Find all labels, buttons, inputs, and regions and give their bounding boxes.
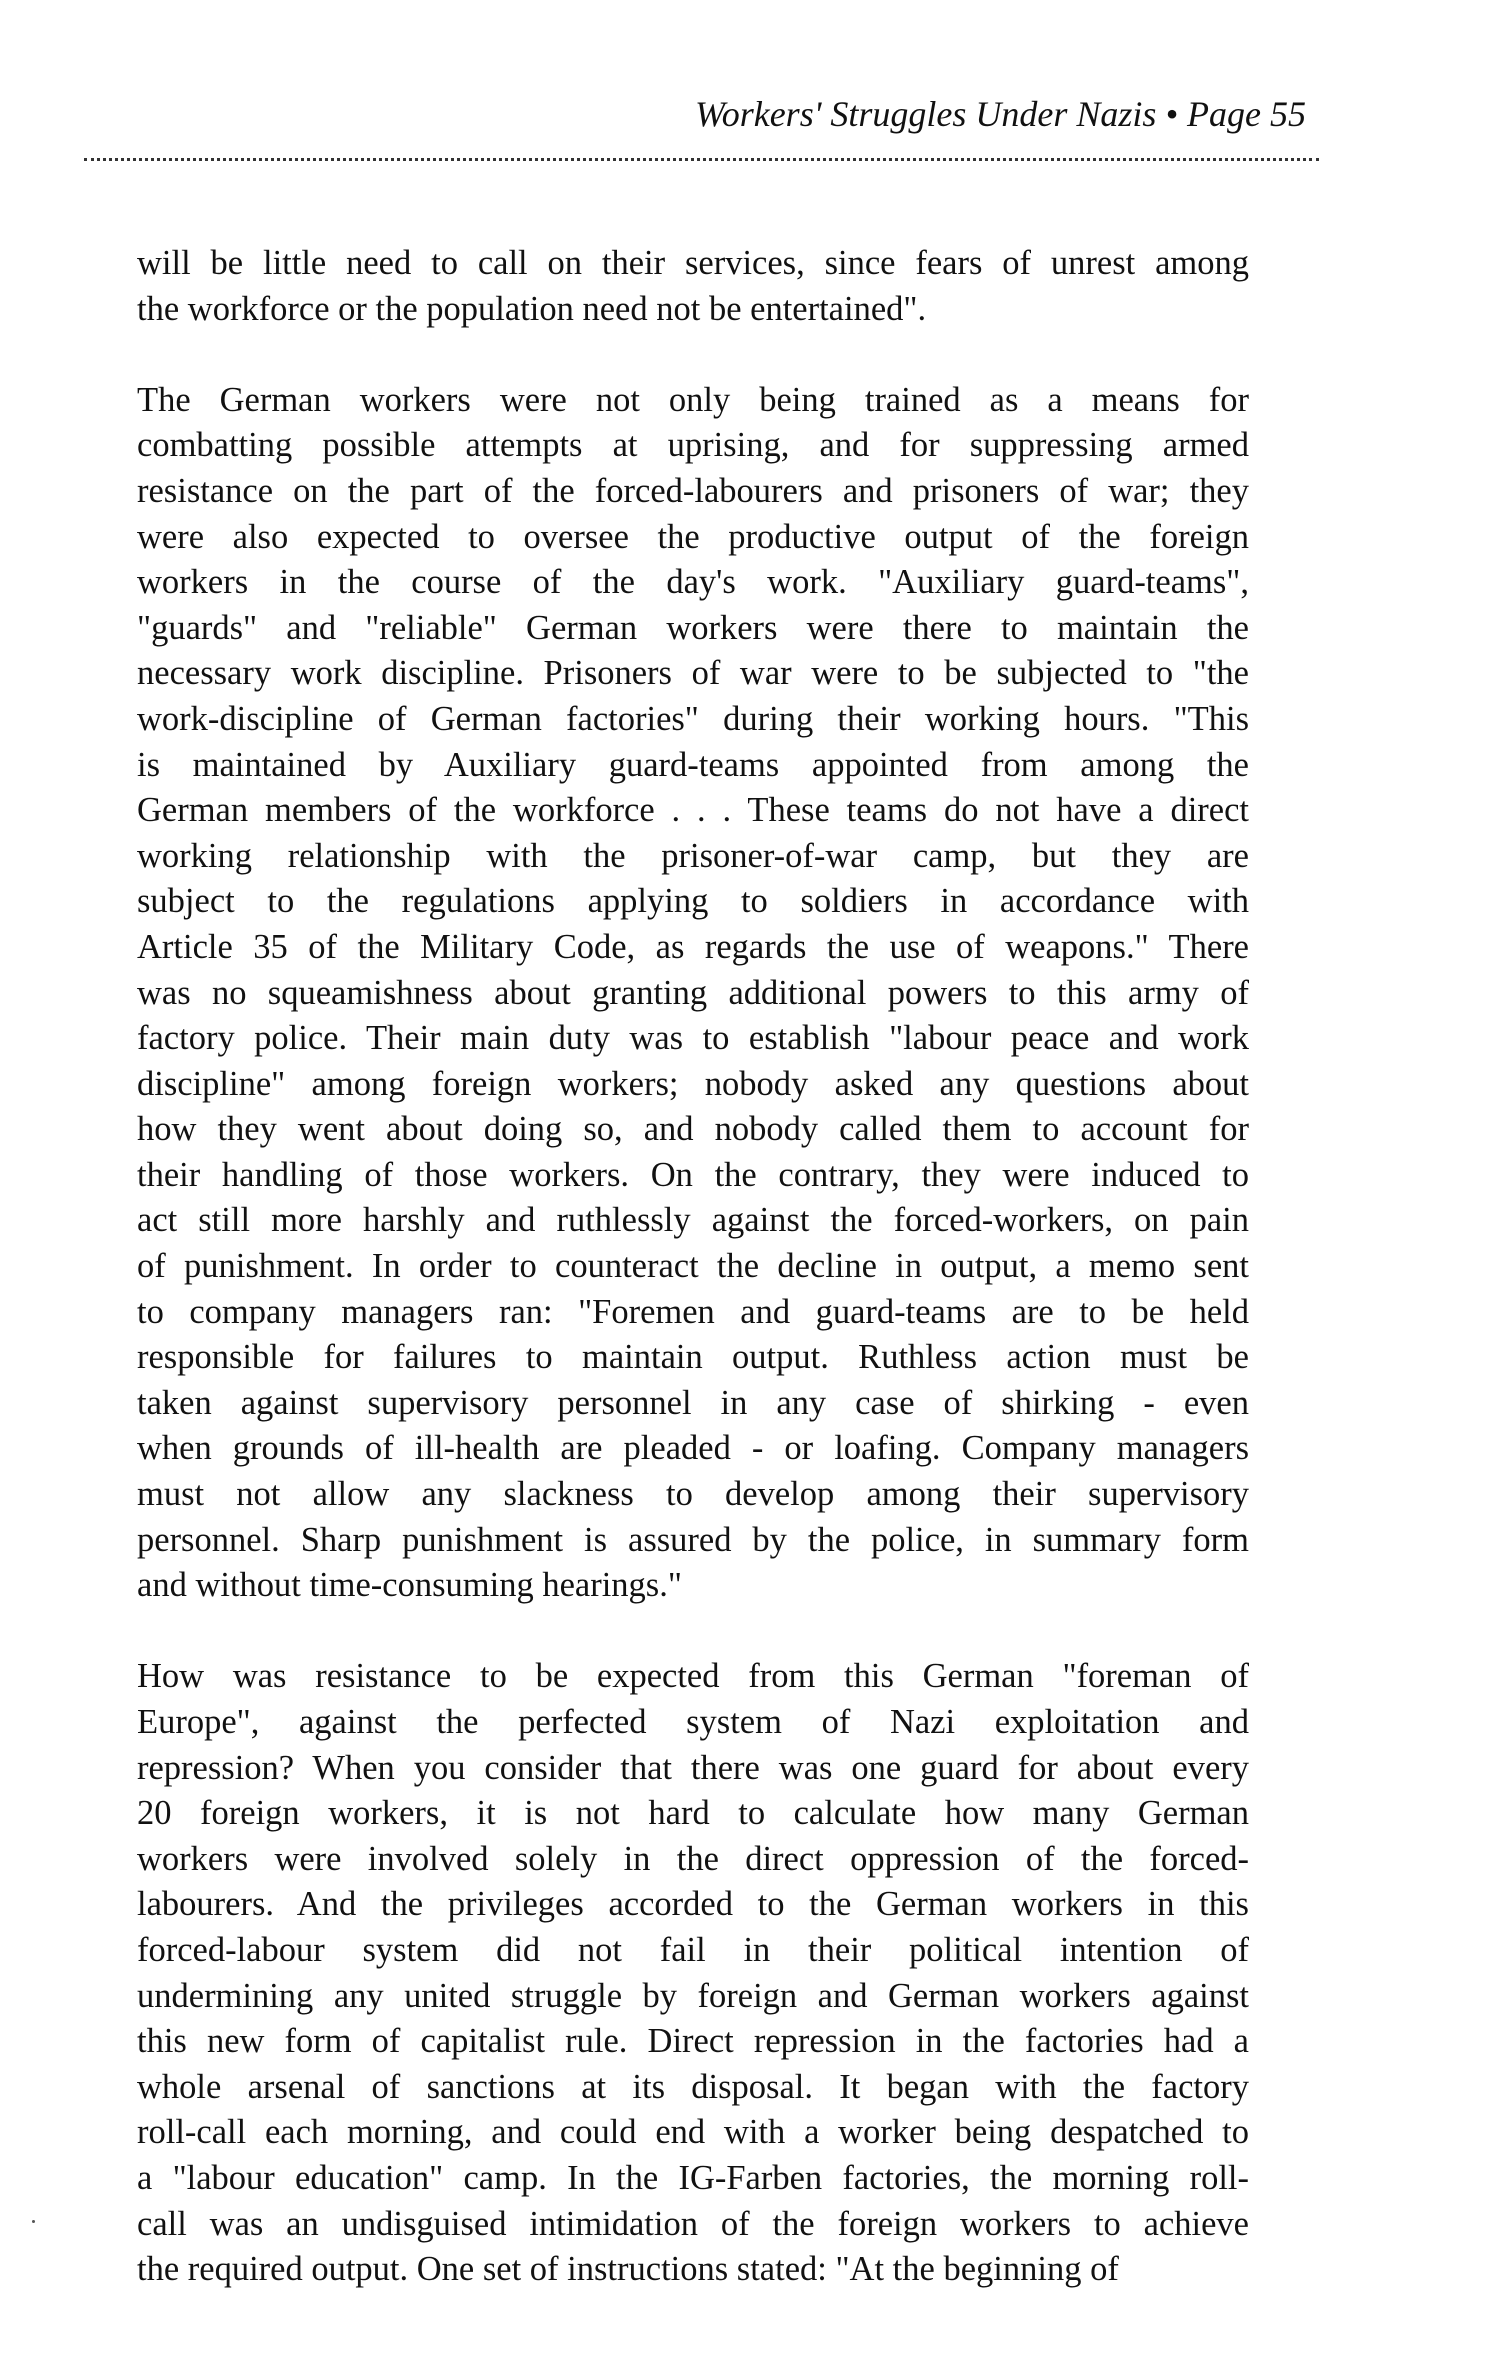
text-line: a "labour education" camp. In the IG-Farben factories, the morning roll- — [137, 2158, 1249, 2197]
text-line: their handling of those workers. On the contrary, they were induced to — [137, 1155, 1249, 1194]
dotted-divider — [84, 158, 1319, 161]
text-line: of punishment. In order to counteract the decline in output, a memo sent — [137, 1247, 1249, 1286]
text-line: must not allow any slackness to develop among their supervisory — [137, 1475, 1249, 1514]
text-line: workers were involved solely in the direct oppression of the forced- — [137, 1839, 1249, 1878]
body-text — [137, 241, 1249, 2293]
text-line: repression? When you consider that there was one guard for about every — [137, 1748, 1249, 1787]
text-line: act still more harshly and ruthlessly against the forced-workers, on pain — [137, 1201, 1249, 1240]
text-line: "guards" and "reliable" German workers were there to maintain the — [137, 608, 1249, 647]
text-line: forced-labour system did not fail in their political intention of — [137, 1930, 1249, 1969]
text-line: How was resistance to be expected from this German "foreman of — [137, 1657, 1249, 1696]
text-line: workers in the course of the day's work. "Auxiliary guard-teams", — [137, 563, 1249, 602]
text-line: was no squeamishness about granting additional powers to this army of — [137, 973, 1249, 1012]
text-line: when grounds of ill-health are pleaded - or loafing. Company managers — [137, 1429, 1249, 1468]
text-line: subject to the regulations applying to soldiers in accordance with — [137, 882, 1249, 921]
text-line: factory police. Their main duty was to establish "labour peace and work — [137, 1019, 1249, 1058]
text-line: German members of the workforce . . . These teams do not have a direct — [137, 791, 1249, 830]
text-line: undermining any united struggle by foreign and German workers against — [137, 1976, 1249, 2015]
text-line: is maintained by Auxiliary guard-teams appointed from among the — [137, 745, 1249, 784]
text-line: roll-call each morning, and could end with a worker being despatched to — [137, 2113, 1249, 2152]
text-line: the required output. One set of instructions stated: "At the beginning of — [137, 2250, 1119, 2289]
text-line: Article 35 of the Military Code, as regards the use of weapons." There — [137, 927, 1249, 966]
text-line: responsible for failures to maintain output. Ruthless action must be — [137, 1338, 1249, 1377]
paragraph — [137, 1654, 1249, 2292]
text-line: combatting possible attempts at uprising, and for suppressing armed — [137, 426, 1249, 465]
text-line: were also expected to oversee the productive output of the foreign — [137, 517, 1249, 556]
text-line: resistance on the part of the forced-labourers and prisoners of war; they — [137, 471, 1249, 510]
text-line: discipline" among foreign workers; nobody asked any questions about — [137, 1064, 1249, 1103]
text-line: call was an undisguised intimidation of the foreign workers to achieve — [137, 2204, 1249, 2243]
paragraph — [137, 241, 1249, 332]
text-line: necessary work discipline. Prisoners of war were to be subjected to "the — [137, 654, 1249, 693]
text-line: 20 foreign workers, it is not hard to calculate how many German — [137, 1794, 1249, 1833]
text-line: The German workers were not only being trained as a means for — [137, 380, 1249, 419]
text-line: labourers. And the privileges accorded to the German workers in this — [137, 1885, 1249, 1924]
text-line: this new form of capitalist rule. Direct repression in the factories had a — [137, 2022, 1249, 2061]
text-line: taken against supervisory personnel in any case of shirking - even — [137, 1383, 1249, 1422]
text-line: the workforce or the population need not be entertained". — [137, 289, 927, 328]
running-head: Workers' Struggles Under Nazis • Page 55 — [695, 94, 1306, 134]
text-line: personnel. Sharp punishment is assured by the police, in summary form — [137, 1520, 1249, 1559]
text-line: will be little need to call on their services, since fears of unrest among — [137, 244, 1249, 282]
text-line: to company managers ran: "Foremen and guard-teams are to be held — [137, 1292, 1249, 1331]
text-line: whole arsenal of sanctions at its disposal. It began with the factory — [137, 2067, 1249, 2106]
text-line: Europe", against the perfected system of Nazi exploitation and — [137, 1703, 1249, 1741]
text-line: working relationship with the prisoner-of-war camp, but they are — [137, 836, 1249, 875]
paragraph — [137, 378, 1249, 1609]
text-line: how they went about doing so, and nobody called them to account for — [137, 1110, 1249, 1149]
text-line: work-discipline of German factories" during their working hours. "This — [137, 699, 1249, 738]
text-line: and without time-consuming hearings." — [137, 1566, 682, 1605]
scan-speck — [32, 2220, 35, 2223]
